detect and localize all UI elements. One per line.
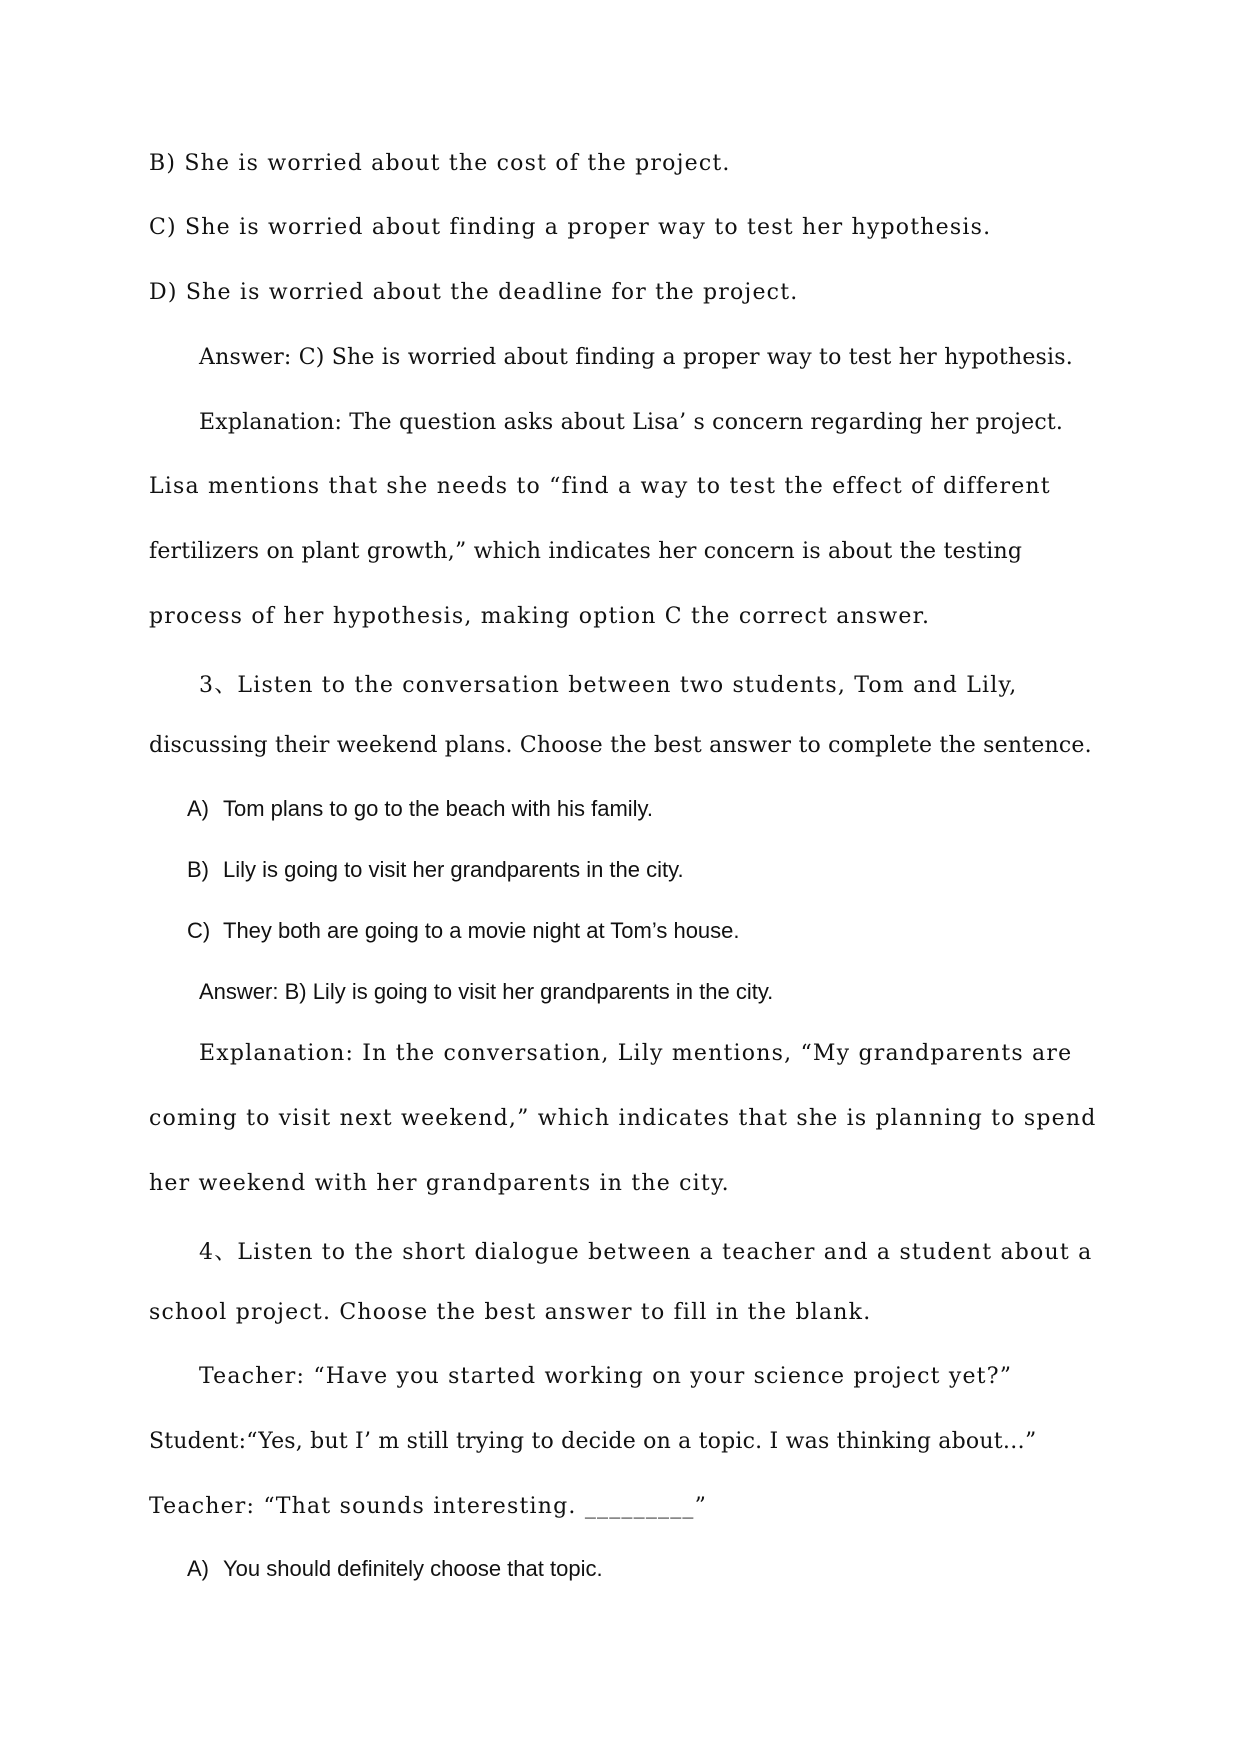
q2-option-b bbox=[149, 151, 731, 176]
q4-prompt-line-2: school project. Choose the best answer to fill in the blank. bbox=[149, 1300, 872, 1325]
q2-option-c bbox=[149, 215, 991, 240]
q2-answer: Answer: C) She is worried about finding a proper way to test her hypothesis. bbox=[199, 345, 1073, 370]
option-text: She is worried about the cost of the project. bbox=[184, 151, 731, 176]
option-text: She is worried about the deadline for the project. bbox=[185, 280, 799, 305]
option-letter: D) bbox=[149, 280, 178, 305]
q3-option-c bbox=[187, 918, 740, 944]
option-text: She is worried about finding a proper way to test her hypothesis. bbox=[185, 215, 992, 240]
q4-dialogue-teacher-1: Teacher: “Have you started working on your science project yet?” bbox=[199, 1364, 1013, 1389]
option-text: Lily is going to visit her grandparents in the city. bbox=[223, 857, 684, 882]
option-text: Tom plans to go to the beach with his family. bbox=[223, 796, 654, 821]
option-letter: B) bbox=[149, 151, 177, 176]
option-text: You should definitely choose that topic. bbox=[223, 1556, 603, 1581]
q4-dialogue-student: Student:“Yes, but I’ m still trying to decide on a topic. I was thinking about…” bbox=[149, 1429, 1037, 1454]
q3-answer: Answer: B) Lily is going to visit her grandparents in the city. bbox=[199, 979, 774, 1004]
option-letter: B) bbox=[187, 857, 209, 882]
q2-explanation-line-1: Explanation: The question asks about Lisa’ s concern regarding her project. bbox=[199, 410, 1064, 435]
q2-explanation-line-2: Lisa mentions that she needs to “find a way to test the effect of different bbox=[149, 474, 1051, 499]
q2-explanation-line-4: process of her hypothesis, making option C the correct answer. bbox=[149, 604, 931, 629]
q3-explanation-line-3: her weekend with her grandparents in the city. bbox=[149, 1171, 730, 1196]
option-letter: C) bbox=[187, 918, 211, 943]
q3-explanation-line-1: Explanation: In the conversation, Lily mentions, “My grandparents are bbox=[199, 1041, 1073, 1066]
option-letter: A) bbox=[187, 796, 209, 821]
q2-explanation-line-3: fertilizers on plant growth,” which indicates her concern is about the testing bbox=[149, 539, 1023, 564]
q4-dialogue-teacher-2: Teacher: “That sounds interesting. _________” bbox=[149, 1494, 708, 1519]
q3-option-b bbox=[187, 857, 684, 883]
q2-option-d bbox=[149, 280, 798, 305]
q4-option-a bbox=[187, 1556, 603, 1582]
q3-prompt-line-1: 3、Listen to the conversation between two students, Tom and Lily, bbox=[199, 673, 1018, 698]
option-letter: C) bbox=[149, 215, 177, 240]
option-letter: A) bbox=[187, 1556, 209, 1581]
option-text: They both are going to a movie night at Tom’s house. bbox=[223, 918, 740, 943]
q3-explanation-line-2: coming to visit next weekend,” which indicates that she is planning to spend bbox=[149, 1106, 1097, 1131]
q3-option-a bbox=[187, 796, 653, 822]
q3-prompt-line-2: discussing their weekend plans. Choose the best answer to complete the sentence. bbox=[149, 733, 1092, 758]
q4-prompt-line-1: 4、Listen to the short dialogue between a teacher and a student about a bbox=[199, 1240, 1093, 1265]
